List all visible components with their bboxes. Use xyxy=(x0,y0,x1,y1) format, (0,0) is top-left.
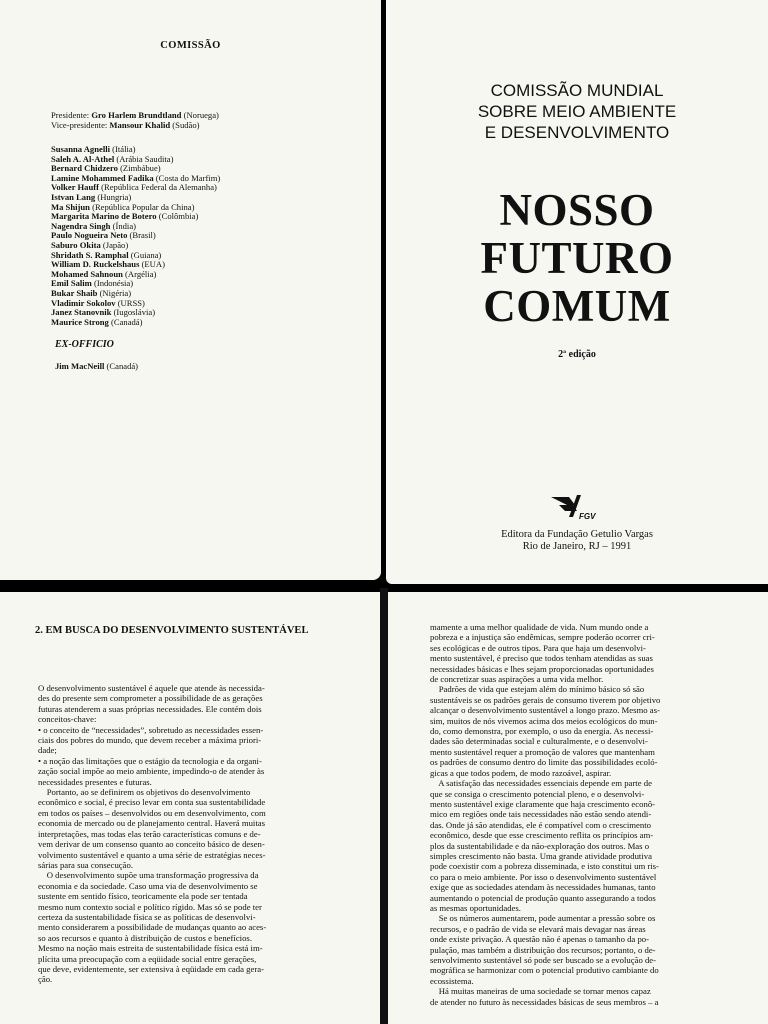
ex-officio-heading: EX-OFFICIO xyxy=(55,339,114,350)
member-name: Saleh A. Al-Athel xyxy=(51,153,115,164)
member-name: Janez Stanovnik xyxy=(51,307,112,318)
member-country: (Brasil) xyxy=(127,230,156,241)
member-name: Volker Hauff xyxy=(51,182,99,193)
text-line: Portanto, ao se definirem os objetivos do desenvolvimento xyxy=(38,787,251,798)
text-line: O desenvolvimento supõe uma transformação progressiva da xyxy=(38,870,259,881)
text-line: simples crescimento não basta. Uma grande atividade produtiva xyxy=(430,850,652,861)
text-line: mento sustentável exige claramente que haja crescimento econô- xyxy=(430,798,656,809)
text-line: econômico, desde que esse crescimento reflita os princípios am- xyxy=(430,830,654,841)
officers-list xyxy=(51,110,219,130)
text-line: mento sustentável, é preciso que todos tenham atendidas as suas xyxy=(430,653,653,664)
text-line: onde existe privação. A questão não é apenas o tamanho da po- xyxy=(430,934,650,945)
member-country: (Nigéria) xyxy=(97,287,132,298)
members-list xyxy=(51,145,220,327)
member-country: (Japão) xyxy=(100,239,129,250)
text-line: que deve, evidentemente, ser extensiva à eqüidade em cada gera- xyxy=(38,963,265,974)
text-line: • o conceito de “necessidades”, sobretudo as necessidades essen- xyxy=(38,724,264,735)
member-country: (Iugoslávia) xyxy=(111,307,156,318)
member-country: (EUA) xyxy=(139,259,165,270)
chapter-page-right xyxy=(386,592,768,1024)
text-line: conceitos-chave: xyxy=(38,714,97,725)
book-title-line: NOSSO xyxy=(499,185,655,235)
member-name: Bernard Chidzero xyxy=(51,163,118,174)
officer-name: Gro Harlem Brundtland xyxy=(91,110,182,120)
text-line: mográfica se harmonizar com o potencial produtivo cambiante do xyxy=(430,965,659,976)
text-line: A satisfação das necessidades essenciais depende em parte de xyxy=(430,778,652,789)
text-line: plos da sustentabilidade e da não-exploração dos outros. Mas o xyxy=(430,840,650,851)
text-line: volvimento sustentável e quanto a uma série de estratégias neces- xyxy=(38,849,266,860)
officer-line xyxy=(51,110,219,120)
text-line: so aos recursos e quanto à distribuição de custos e benefícios. xyxy=(38,932,252,943)
text-line: sim, muitos de nós vivemos acima dos meios ecológicos do mun- xyxy=(430,715,658,726)
book-title-line: COMUM xyxy=(483,281,671,331)
member-country: (Indonésia) xyxy=(91,278,134,289)
chapter-heading: 2. EM BUSCA DO DESENVOLVIMENTO SUSTENTÁVEL xyxy=(35,625,309,636)
text-line: sárias para sua consecução. xyxy=(38,859,134,870)
member-country: (Colômbia) xyxy=(156,211,199,222)
commission-title-line: SOBRE MEIO AMBIENTE xyxy=(477,102,677,121)
commission-title-line: COMISSÃO MUNDIAL xyxy=(490,81,664,100)
text-line: Se os números aumentarem, pode aumentar a pressão sobre os xyxy=(430,913,656,924)
text-line: mento considerarem a possibilidade de mudanças quanto ao aces- xyxy=(38,922,267,933)
text-line: plícita uma preocupação com a eqüidade social entre gerações, xyxy=(38,953,257,964)
text-line: O desenvolvimento sustentável é aquele que atende às necessida- xyxy=(38,683,265,693)
member-name: Vladimir Sokolov xyxy=(51,297,116,308)
chapter-body-text xyxy=(38,683,266,985)
member-country: (Hungria) xyxy=(95,191,132,202)
text-line: do, como demonstra, por exemplo, o uso da energia. As necessi- xyxy=(430,726,654,737)
ex-officio-member xyxy=(55,361,138,371)
officer-country: (Sudão) xyxy=(170,120,200,130)
text-line: pobreza e a injustiça são endêmicas, sempre poderão ocorrer cri- xyxy=(430,632,655,643)
title-page xyxy=(386,0,768,584)
text-line: zação social impõe ao meio ambiente, impedindo-o de atender às xyxy=(38,766,265,777)
text-line: sustente em sentido físico, teoricamente ela pode ser tentada xyxy=(38,891,248,902)
text-line: que se consiga o crescimento potencial pleno, e o desenvolvi- xyxy=(430,788,645,799)
member-country: (Guiana) xyxy=(128,249,162,260)
text-line: certeza da sustentabilidade física se as políticas de desenvolvi- xyxy=(38,911,256,922)
text-line: mesmo num contexto social e político rígido. Mas só se pode ter xyxy=(38,901,262,912)
text-line: as mesmas oportunidades. xyxy=(430,902,521,913)
chapter-page-left xyxy=(0,592,380,1024)
book-title-line: FUTURO xyxy=(480,233,674,283)
text-line: os padrões de consumo dentro do limite das possibilidades ecoló- xyxy=(430,757,658,768)
commission-heading: COMISSÃO xyxy=(160,40,221,51)
text-line: das. Onde já são atendidas, ele é compatível com o crescimento xyxy=(430,819,651,830)
text-line: economia e da sociedade. Caso uma via de desenvolvimento se xyxy=(38,880,258,891)
text-line: • a noção das limitações que o estágio da tecnologia e da organi- xyxy=(38,755,262,766)
text-line: pode coexistir com a pobreza disseminada, e isto constitui um ris- xyxy=(430,861,659,872)
text-line: mico em regiões onde tais necessidades não estão sendo atendi- xyxy=(430,809,652,820)
member-name: Saburo Okita xyxy=(51,239,101,250)
member-name: Emil Salim xyxy=(51,278,92,289)
member-line xyxy=(51,318,220,328)
text-line: necessidades presentes e futuras. xyxy=(38,776,152,787)
member-country: (Argélia) xyxy=(122,268,157,279)
text-line: ciais dos pobres do mundo, que devem receber a máxima priori- xyxy=(38,735,262,746)
fgv-logo-icon xyxy=(549,493,597,521)
text-line: Mesmo na noção mais estreita de sustentabilidade física está im- xyxy=(38,943,263,954)
member-name: Nagendra Singh xyxy=(51,220,111,231)
text-line: des do presente sem comprometer a possibilidade de as gerações xyxy=(38,693,263,704)
member-name: Istvan Lang xyxy=(51,191,96,202)
text-line: necessidades básicas e lhes sejam proporcionadas oportunidades xyxy=(430,663,654,674)
officer-role: Vice-presidente: xyxy=(51,120,110,130)
commission-title xyxy=(386,80,768,143)
text-line: gicas a que todos podem, de modo razoável, aspirar. xyxy=(430,767,612,778)
book-title xyxy=(386,186,768,330)
member-name: Susanna Agnelli xyxy=(51,144,110,154)
publisher-name: Editora da Fundação Getulio Vargas xyxy=(501,529,653,540)
text-line: de concretizar suas aspirações a uma vida melhor. xyxy=(430,674,604,685)
text-line: co para o meio ambiente. Por isso o desenvolvimento sustentável xyxy=(430,871,657,882)
officer-name: Mansour Khalid xyxy=(109,120,171,130)
member-name: Lamine Mohammed Fadika xyxy=(51,172,154,183)
text-line: dades são determinadas social e culturalmente, e o desenvolvi- xyxy=(430,736,648,747)
text-line: ecossistema. xyxy=(430,975,474,986)
officer-country: (Noruega) xyxy=(181,110,219,120)
text-line: ção. xyxy=(38,974,53,985)
member-name: Mohamed Sahnoun xyxy=(51,268,123,279)
text-line: em todos os países – desenvolvidos ou em desenvolvimento, com xyxy=(38,807,266,818)
text-line: mamente a uma melhor qualidade de vida. Num mundo onde a xyxy=(430,622,649,632)
text-line: sustentáveis se os padrões gerais de consumo tiverem por objetivo xyxy=(430,694,661,705)
text-line: ses ecológicas e de outros tipos. Para que haja um desenvolvi- xyxy=(430,642,646,653)
member-name: Paulo Nogueira Neto xyxy=(51,230,128,241)
member-name: William D. Ruckelshaus xyxy=(51,259,140,270)
member-country: (URSS) xyxy=(115,297,145,308)
member-name: Jim MacNeill xyxy=(55,361,105,371)
member-name: Bukar Shaib xyxy=(51,287,98,298)
text-line: econômico e social, é preciso levar em conta sua sustentabilidade xyxy=(38,797,266,808)
text-line: futuras atenderem a suas próprias necessidades. Ele contém dois xyxy=(38,703,262,714)
text-line: Padrões de vida que estejam além do mínimo básico só são xyxy=(430,684,645,695)
text-line: dade; xyxy=(38,745,57,756)
commission-title-line: E DESENVOLVIMENTO xyxy=(484,123,670,142)
member-country: (Zimbábue) xyxy=(117,163,161,174)
text-line: vem derivar de um consenso quanto ao conceito básico de desen- xyxy=(38,839,265,850)
chapter-body-text xyxy=(430,622,660,1007)
text-line: economia de mercado ou de planejamento central. Haverá muitas xyxy=(38,818,265,829)
member-country: (Costa do Marfim) xyxy=(153,172,221,183)
text-line: exige que as sociedades atendam às necessidades humanas, tanto xyxy=(430,882,656,893)
text-line: interpretações, mas todas elas terão características comuns e de- xyxy=(38,828,261,839)
svg-text:FGV: FGV xyxy=(579,512,596,521)
commission-page xyxy=(0,0,381,580)
member-name: Margarita Marino de Botero xyxy=(51,211,157,222)
text-line: aumentando o potencial de produção quanto assegurando a todos xyxy=(430,892,656,903)
member-name: Shridath S. Ramphal xyxy=(51,249,129,260)
member-country: (Canadá) xyxy=(108,316,143,327)
member-name: Maurice Strong xyxy=(51,316,109,327)
text-line: Há muitas maneiras de uma sociedade se tornar menos capaz xyxy=(430,986,651,997)
member-country: (Arábia Saudita) xyxy=(114,153,174,164)
member-country: (Canadá) xyxy=(104,361,139,371)
member-country: (Itália) xyxy=(110,144,136,154)
text-line: de atender no futuro às necessidades básicas de seus membros – a xyxy=(430,996,659,1007)
member-country: (Índia) xyxy=(110,220,136,231)
member-country: (República Federal da Alemanha) xyxy=(99,182,217,193)
publisher-info xyxy=(386,529,768,553)
officer-line xyxy=(51,120,219,130)
edition-label: 2ª edição xyxy=(558,349,596,360)
text-line: mento sustentável requer a promoção de valores que mantenham xyxy=(430,746,655,757)
text-line: recursos, e o padrão de vida se elevará mais devagar nas áreas xyxy=(430,923,646,934)
publisher-place-year: Rio de Janeiro, RJ – 1991 xyxy=(522,541,632,552)
binding-shadow xyxy=(380,588,388,1024)
member-country: (República Popular da China) xyxy=(89,201,195,212)
text-line: alcançar o desenvolvimento sustentável a longo prazo. Mesmo as- xyxy=(430,705,660,716)
text-line: pulação, mas também a distribuição dos recursos; portanto, o de- xyxy=(430,944,656,955)
text-line: senvolvimento sustentável só pode ser buscado se a evolução de- xyxy=(430,955,657,965)
member-name: Ma Shijun xyxy=(51,201,90,212)
officer-role: Presidente: xyxy=(51,110,92,120)
